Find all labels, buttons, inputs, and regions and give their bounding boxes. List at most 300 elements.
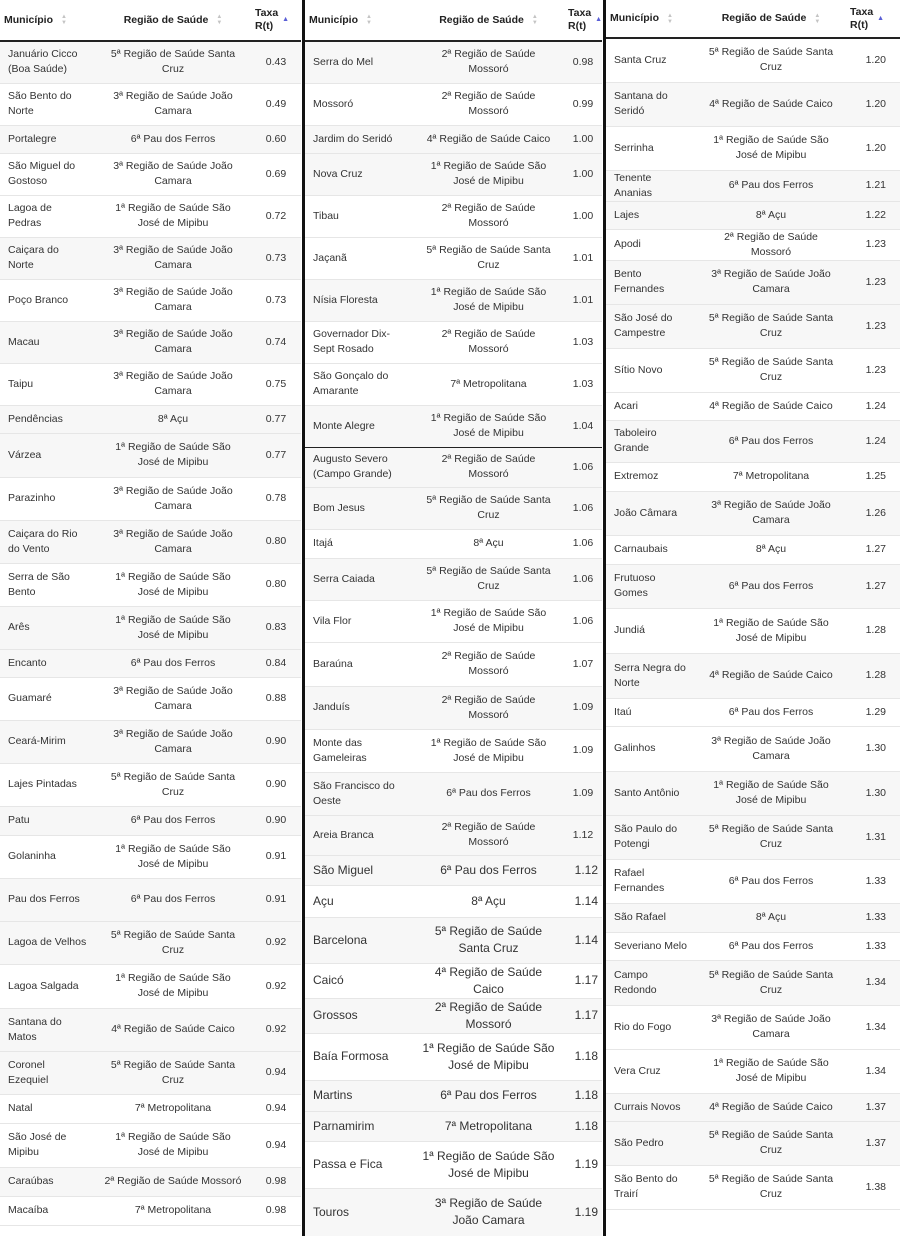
cell-taxa-rt: 0.98	[251, 1196, 301, 1225]
table-row	[0, 1167, 301, 1196]
cell-regiao: 8ª Açu	[696, 535, 846, 564]
cell-regiao: 5ª Região de Saúde Santa Cruz	[413, 237, 564, 279]
cell-taxa-rt: 0.49	[251, 83, 301, 125]
table-row	[606, 1005, 900, 1049]
cell-regiao: 3ª Região de Saúde João Camara	[95, 520, 251, 563]
table-row	[606, 1165, 900, 1209]
cell-municipio: Caicó	[305, 963, 413, 998]
sort-icon[interactable]: ▲ ▼	[61, 14, 67, 26]
cell-municipio: Taipu	[0, 363, 95, 405]
cell-municipio: Touros	[305, 1188, 413, 1236]
header-row	[305, 0, 602, 41]
cell-regiao: 1ª Região de Saúde São José de Mipibu	[413, 729, 564, 772]
cell-taxa-rt: 1.30	[846, 726, 900, 771]
cell-municipio: Itajá	[305, 529, 413, 558]
header-label-line: R(t)	[255, 20, 274, 32]
cell-taxa-rt: 0.75	[251, 363, 301, 405]
cell-taxa-rt: 1.30	[846, 771, 900, 815]
cell-regiao: 2ª Região de Saúde Mossoró	[413, 642, 564, 686]
table-row	[0, 41, 301, 83]
cell-regiao: 6ª Pau dos Ferros	[95, 649, 251, 677]
sort-ascending-icon[interactable]: ▲	[595, 16, 602, 23]
cell-regiao: 6ª Pau dos Ferros	[95, 878, 251, 921]
cell-taxa-rt: 1.27	[846, 564, 900, 608]
cell-municipio: Barcelona	[305, 917, 413, 963]
cell-regiao: 1ª Região de Saúde São José de Mipibu	[696, 771, 846, 815]
table-row	[0, 649, 301, 677]
cell-municipio: Várzea	[0, 433, 95, 477]
cell-taxa-rt: 0.99	[564, 83, 602, 125]
cell-taxa-rt: 0.72	[251, 195, 301, 237]
cell-municipio: São Miguel	[305, 855, 413, 885]
cell-municipio: Lagoa Salgada	[0, 964, 95, 1008]
cell-regiao: 3ª Região de Saúde João Camara	[696, 726, 846, 771]
cell-regiao: 5ª Região de Saúde Santa Cruz	[413, 558, 564, 600]
cell-regiao: 3ª Região de Saúde João Camara	[696, 1005, 846, 1049]
cell-regiao: 1ª Região de Saúde São José de Mipibu	[95, 195, 251, 237]
cell-municipio: Golaninha	[0, 835, 95, 878]
cell-taxa-rt: 1.23	[846, 304, 900, 348]
cell-taxa-rt: 1.24	[846, 420, 900, 462]
cell-regiao: 6ª Pau dos Ferros	[696, 932, 846, 960]
cell-municipio: São Gonçalo do Amarante	[305, 363, 413, 405]
cell-regiao: 7ª Metropolitana	[413, 363, 564, 405]
cell-municipio: São José de Mipibu	[0, 1123, 95, 1167]
cell-regiao: 7ª Metropolitana	[696, 462, 846, 491]
cell-regiao: 5ª Região de Saúde Santa Cruz	[413, 487, 564, 529]
table-row	[606, 229, 900, 260]
cell-municipio: Natal	[0, 1094, 95, 1123]
cell-taxa-rt: 0.77	[251, 405, 301, 433]
cell-taxa-rt: 1.20	[846, 82, 900, 126]
cell-taxa-rt: 1.19	[564, 1188, 602, 1236]
cell-regiao: 2ª Região de Saúde Mossoró	[413, 321, 564, 363]
cell-regiao: 6ª Pau dos Ferros	[696, 564, 846, 608]
cell-municipio: Coronel Ezequiel	[0, 1051, 95, 1094]
cell-municipio: Nova Cruz	[305, 153, 413, 195]
cell-regiao: 5ª Região de Saúde Santa Cruz	[696, 348, 846, 392]
table-row	[0, 477, 301, 520]
table-row	[305, 642, 602, 686]
table-row	[0, 153, 301, 195]
ranking-table	[305, 0, 602, 1236]
cell-municipio: Ceará-Mirim	[0, 720, 95, 763]
sort-icon[interactable]: ▲ ▼	[667, 12, 673, 25]
table-row	[305, 1080, 602, 1111]
table-row	[606, 903, 900, 932]
table-row	[305, 815, 602, 855]
cell-regiao: 2ª Região de Saúde Mossoró	[413, 83, 564, 125]
sort-icon[interactable]: ▲ ▼	[216, 14, 223, 26]
header-row	[606, 0, 900, 38]
cell-regiao: 7ª Metropolitana	[95, 1196, 251, 1225]
header-label-line: Taxa	[568, 7, 592, 19]
table-row	[305, 963, 602, 998]
cell-taxa-rt: 0.43	[251, 41, 301, 83]
cell-municipio: Macaíba	[0, 1196, 95, 1225]
cell-municipio: Severiano Melo	[606, 932, 696, 960]
cell-municipio: Acari	[606, 392, 696, 420]
header-label: Região de Saúde	[123, 13, 209, 26]
cell-municipio: Carnaubais	[606, 535, 696, 564]
cell-regiao: 8ª Açu	[413, 529, 564, 558]
cell-regiao: 4ª Região de Saúde Caico	[696, 1093, 846, 1121]
cell-municipio: Parnamirim	[305, 1111, 413, 1141]
table-row	[0, 763, 301, 806]
table-row	[606, 491, 900, 535]
cell-taxa-rt: 1.23	[846, 229, 900, 260]
cell-taxa-rt: 0.92	[251, 964, 301, 1008]
cell-regiao: 7ª Metropolitana	[95, 1094, 251, 1123]
table-row	[0, 405, 301, 433]
cell-regiao: 1ª Região de Saúde São José de Mipibu	[413, 279, 564, 321]
column-header-municipio[interactable]	[305, 0, 413, 41]
cell-taxa-rt: 1.00	[564, 195, 602, 237]
cell-regiao: 1ª Região de Saúde São José de Mipibu	[413, 405, 564, 447]
table-row	[305, 321, 602, 363]
cell-municipio: Taboleiro Grande	[606, 420, 696, 462]
table-row	[606, 38, 900, 82]
cell-municipio: Caiçara do Norte	[0, 237, 95, 279]
table-row	[305, 279, 602, 321]
cell-regiao: 3ª Região de Saúde João Camara	[696, 491, 846, 535]
table-row	[305, 1033, 602, 1080]
cell-municipio: Currais Novos	[606, 1093, 696, 1121]
cell-regiao: 4ª Região de Saúde Caico	[95, 1008, 251, 1051]
cell-municipio: Caiçara do Rio do Vento	[0, 520, 95, 563]
cell-taxa-rt: 1.06	[564, 558, 602, 600]
cell-municipio: Lajes	[606, 201, 696, 229]
cell-taxa-rt: 0.74	[251, 321, 301, 363]
cell-taxa-rt: 1.21	[846, 170, 900, 201]
cell-municipio: João Câmara	[606, 491, 696, 535]
cell-regiao: 5ª Região de Saúde Santa Cruz	[696, 815, 846, 859]
table-row	[606, 726, 900, 771]
cell-regiao: 3ª Região de Saúde João Camara	[95, 279, 251, 321]
table-row	[0, 1008, 301, 1051]
cell-municipio: Lagoa de Pedras	[0, 195, 95, 237]
cell-municipio: Serrinha	[606, 126, 696, 170]
cell-regiao: 8ª Açu	[413, 885, 564, 917]
table-row	[305, 41, 602, 83]
header-label	[255, 7, 278, 33]
cell-municipio: São Paulo do Potengi	[606, 815, 696, 859]
table-row	[0, 363, 301, 405]
cell-municipio: Lagoa de Velhos	[0, 921, 95, 964]
table-row	[305, 855, 602, 885]
table-row	[606, 771, 900, 815]
cell-regiao: 6ª Pau dos Ferros	[696, 420, 846, 462]
cell-taxa-rt: 1.31	[846, 815, 900, 859]
cell-taxa-rt: 0.91	[251, 835, 301, 878]
cell-municipio: Januário Cicco (Boa Saúde)	[0, 41, 95, 83]
cell-taxa-rt: 0.83	[251, 606, 301, 649]
table-panel-2	[305, 0, 602, 1236]
cell-taxa-rt: 0.92	[251, 921, 301, 964]
cell-regiao: 3ª Região de Saúde João Camara	[95, 153, 251, 195]
cell-taxa-rt: 0.80	[251, 520, 301, 563]
cell-municipio: Macau	[0, 321, 95, 363]
table-row	[0, 1196, 301, 1225]
sort-icon[interactable]: ▲ ▼	[531, 14, 538, 26]
cell-municipio: Baraúna	[305, 642, 413, 686]
cell-municipio: Monte das Gameleiras	[305, 729, 413, 772]
cell-taxa-rt: 1.01	[564, 237, 602, 279]
cell-regiao: 3ª Região de Saúde João Camara	[95, 363, 251, 405]
cell-municipio: Grossos	[305, 998, 413, 1033]
cell-regiao: 1ª Região de Saúde São José de Mipibu	[696, 126, 846, 170]
cell-municipio: Caraúbas	[0, 1167, 95, 1196]
cell-municipio: São Rafael	[606, 903, 696, 932]
cell-municipio: Martins	[305, 1080, 413, 1111]
table-row	[0, 195, 301, 237]
cell-taxa-rt: 1.09	[564, 729, 602, 772]
cell-regiao: 6ª Pau dos Ferros	[696, 170, 846, 201]
cell-taxa-rt: 1.09	[564, 772, 602, 815]
table-row	[606, 170, 900, 201]
cell-municipio: Monte Alegre	[305, 405, 413, 447]
cell-taxa-rt: 0.69	[251, 153, 301, 195]
column-header-municipio[interactable]	[606, 0, 696, 38]
cell-regiao: 1ª Região de Saúde São José de Mipibu	[95, 1123, 251, 1167]
cell-municipio: Encanto	[0, 649, 95, 677]
cell-municipio: Nísia Floresta	[305, 279, 413, 321]
table-row	[0, 606, 301, 649]
table-row	[606, 304, 900, 348]
cell-taxa-rt: 0.78	[251, 477, 301, 520]
table-row	[606, 260, 900, 304]
cell-taxa-rt: 1.03	[564, 321, 602, 363]
cell-taxa-rt: 0.73	[251, 279, 301, 321]
cell-regiao: 1ª Região de Saúde São José de Mipibu	[413, 1033, 564, 1080]
cell-regiao: 5ª Região de Saúde Santa Cruz	[696, 1121, 846, 1165]
table-row	[0, 321, 301, 363]
cell-municipio: Vera Cruz	[606, 1049, 696, 1093]
cell-taxa-rt: 1.37	[846, 1093, 900, 1121]
cell-regiao: 4ª Região de Saúde Caico	[696, 82, 846, 126]
cell-municipio: Serra Negra do Norte	[606, 653, 696, 698]
cell-municipio: São Pedro	[606, 1121, 696, 1165]
table-row	[305, 600, 602, 642]
cell-taxa-rt: 1.06	[564, 529, 602, 558]
table-row	[0, 83, 301, 125]
column-header-taxa[interactable]	[251, 0, 301, 41]
cell-taxa-rt: 0.84	[251, 649, 301, 677]
sort-ascending-icon[interactable]: ▲	[282, 16, 290, 23]
table-row	[606, 653, 900, 698]
cell-regiao: 4ª Região de Saúde Caico	[696, 392, 846, 420]
table-row	[305, 917, 602, 963]
table-row	[606, 462, 900, 491]
table-row	[606, 348, 900, 392]
cell-taxa-rt: 1.34	[846, 1049, 900, 1093]
cell-taxa-rt: 1.34	[846, 960, 900, 1005]
cell-regiao: 5ª Região de Saúde Santa Cruz	[696, 1165, 846, 1209]
cell-regiao: 1ª Região de Saúde São José de Mipibu	[95, 433, 251, 477]
header-label: Região de Saúde	[721, 12, 807, 24]
cell-regiao: 6ª Pau dos Ferros	[696, 859, 846, 903]
cell-taxa-rt: 1.00	[564, 153, 602, 195]
table-row	[305, 885, 602, 917]
cell-municipio: Parazinho	[0, 477, 95, 520]
sort-icon[interactable]: ▲ ▼	[814, 12, 821, 25]
cell-regiao: 2ª Região de Saúde Mossoró	[413, 447, 564, 487]
cell-municipio: Rio do Fogo	[606, 1005, 696, 1049]
table-row	[606, 420, 900, 462]
cell-taxa-rt: 1.38	[846, 1165, 900, 1209]
header-label-line: R(t)	[850, 18, 869, 31]
table-row	[606, 1049, 900, 1093]
table-row	[0, 921, 301, 964]
sort-icon[interactable]: ▲ ▼	[366, 14, 372, 26]
cell-taxa-rt: 0.77	[251, 433, 301, 477]
cell-regiao: 5ª Região de Saúde Santa Cruz	[95, 41, 251, 83]
cell-taxa-rt: 1.23	[846, 260, 900, 304]
cell-regiao: 2ª Região de Saúde Mossoró	[413, 815, 564, 855]
cell-taxa-rt: 0.90	[251, 806, 301, 835]
cell-taxa-rt: 1.22	[846, 201, 900, 229]
cell-municipio: Poço Branco	[0, 279, 95, 321]
cell-municipio: Patu	[0, 806, 95, 835]
cell-taxa-rt: 1.06	[564, 600, 602, 642]
cell-municipio: Janduís	[305, 686, 413, 729]
column-header-municipio[interactable]	[0, 0, 95, 41]
table-row	[305, 237, 602, 279]
cell-taxa-rt: 1.33	[846, 932, 900, 960]
cell-regiao: 3ª Região de Saúde João Camara	[95, 321, 251, 363]
cell-taxa-rt: 1.03	[564, 363, 602, 405]
cell-regiao: 7ª Metropolitana	[413, 1111, 564, 1141]
table-row	[606, 392, 900, 420]
header-label-line: Taxa	[850, 5, 874, 18]
cell-regiao: 5ª Região de Saúde Santa Cruz	[413, 917, 564, 963]
cell-taxa-rt: 1.12	[564, 855, 602, 885]
cell-regiao: 5ª Região de Saúde Santa Cruz	[696, 304, 846, 348]
cell-taxa-rt: 0.92	[251, 1008, 301, 1051]
cell-taxa-rt: 1.23	[846, 348, 900, 392]
column-header-taxa[interactable]	[846, 0, 900, 38]
cell-regiao: 8ª Açu	[696, 903, 846, 932]
header-label: Município	[610, 12, 659, 24]
table-row	[606, 201, 900, 229]
table-row	[305, 487, 602, 529]
header-label: Município	[309, 13, 358, 26]
cell-municipio: Guamaré	[0, 677, 95, 720]
table-row	[305, 1111, 602, 1141]
table-row	[606, 932, 900, 960]
table-row	[305, 405, 602, 447]
cell-municipio: São José do Campestre	[606, 304, 696, 348]
sort-ascending-icon[interactable]: ▲	[877, 14, 885, 22]
table-panel-1	[0, 0, 301, 1236]
cell-regiao: 8ª Açu	[696, 201, 846, 229]
table-row	[305, 153, 602, 195]
cell-regiao: 1ª Região de Saúde São José de Mipibu	[95, 606, 251, 649]
cell-municipio: Serra de São Bento	[0, 563, 95, 606]
cell-regiao: 5ª Região de Saúde Santa Cruz	[95, 921, 251, 964]
cell-taxa-rt: 1.27	[846, 535, 900, 564]
cell-municipio: Jundiá	[606, 608, 696, 653]
cell-municipio: Lajes Pintadas	[0, 763, 95, 806]
cell-municipio: Serra Caiada	[305, 558, 413, 600]
cell-regiao: 3ª Região de Saúde João Camara	[696, 260, 846, 304]
cell-taxa-rt: 1.24	[846, 392, 900, 420]
cell-municipio: Governador Dix-Sept Rosado	[305, 321, 413, 363]
cell-taxa-rt: 1.06	[564, 487, 602, 529]
cell-taxa-rt: 1.34	[846, 1005, 900, 1049]
cell-regiao: 5ª Região de Saúde Santa Cruz	[95, 763, 251, 806]
cell-taxa-rt: 1.28	[846, 608, 900, 653]
cell-municipio: Campo Redondo	[606, 960, 696, 1005]
table-row	[305, 729, 602, 772]
cell-regiao: 4ª Região de Saúde Caico	[413, 125, 564, 153]
column-header-regiao[interactable]	[696, 0, 846, 38]
table-row	[606, 535, 900, 564]
cell-regiao: 1ª Região de Saúde São José de Mipibu	[95, 563, 251, 606]
cell-municipio: Santana do Seridó	[606, 82, 696, 126]
cell-municipio: Jardim do Seridó	[305, 125, 413, 153]
cell-regiao: 6ª Pau dos Ferros	[413, 1080, 564, 1111]
cell-municipio: Jaçanã	[305, 237, 413, 279]
cell-taxa-rt: 0.60	[251, 125, 301, 153]
cell-taxa-rt: 0.80	[251, 563, 301, 606]
cell-regiao: 8ª Açu	[95, 405, 251, 433]
table-row	[305, 686, 602, 729]
table-row	[305, 558, 602, 600]
cell-taxa-rt: 0.88	[251, 677, 301, 720]
header-label: Região de Saúde	[439, 13, 524, 26]
table-row	[305, 83, 602, 125]
cell-regiao: 3ª Região de Saúde João Camara	[95, 477, 251, 520]
cell-taxa-rt: 1.19	[564, 1141, 602, 1188]
table-row	[606, 1121, 900, 1165]
table-row	[606, 815, 900, 859]
cell-municipio: Santa Cruz	[606, 38, 696, 82]
cell-taxa-rt: 1.17	[564, 963, 602, 998]
cell-taxa-rt: 1.07	[564, 642, 602, 686]
table-row	[305, 1188, 602, 1236]
cell-regiao: 3ª Região de Saúde João Camara	[95, 677, 251, 720]
cell-municipio: Santo Antônio	[606, 771, 696, 815]
table-row	[606, 960, 900, 1005]
cell-regiao: 4ª Região de Saúde Caico	[413, 963, 564, 998]
cell-municipio: Passa e Fica	[305, 1141, 413, 1188]
cell-taxa-rt: 1.18	[564, 1111, 602, 1141]
cell-regiao: 2ª Região de Saúde Mossoró	[95, 1167, 251, 1196]
ranking-table	[606, 0, 900, 1210]
table-row	[305, 125, 602, 153]
cell-regiao: 1ª Região de Saúde São José de Mipibu	[696, 608, 846, 653]
table-row	[606, 608, 900, 653]
cell-regiao: 2ª Região de Saúde Mossoró	[413, 195, 564, 237]
table-row	[305, 195, 602, 237]
cell-taxa-rt: 1.12	[564, 815, 602, 855]
cell-taxa-rt: 1.00	[564, 125, 602, 153]
cell-municipio: Santana do Matos	[0, 1008, 95, 1051]
cell-regiao: 3ª Região de Saúde João Camara	[95, 237, 251, 279]
cell-municipio: Serra do Mel	[305, 41, 413, 83]
table-row	[0, 1123, 301, 1167]
table-row	[606, 82, 900, 126]
table-row	[606, 859, 900, 903]
table-row	[305, 447, 602, 487]
column-header-regiao[interactable]	[413, 0, 564, 41]
cell-regiao: 6ª Pau dos Ferros	[95, 806, 251, 835]
column-header-regiao[interactable]	[95, 0, 251, 41]
column-header-taxa[interactable]	[564, 0, 602, 41]
cell-taxa-rt: 1.18	[564, 1033, 602, 1080]
table-row	[0, 125, 301, 153]
